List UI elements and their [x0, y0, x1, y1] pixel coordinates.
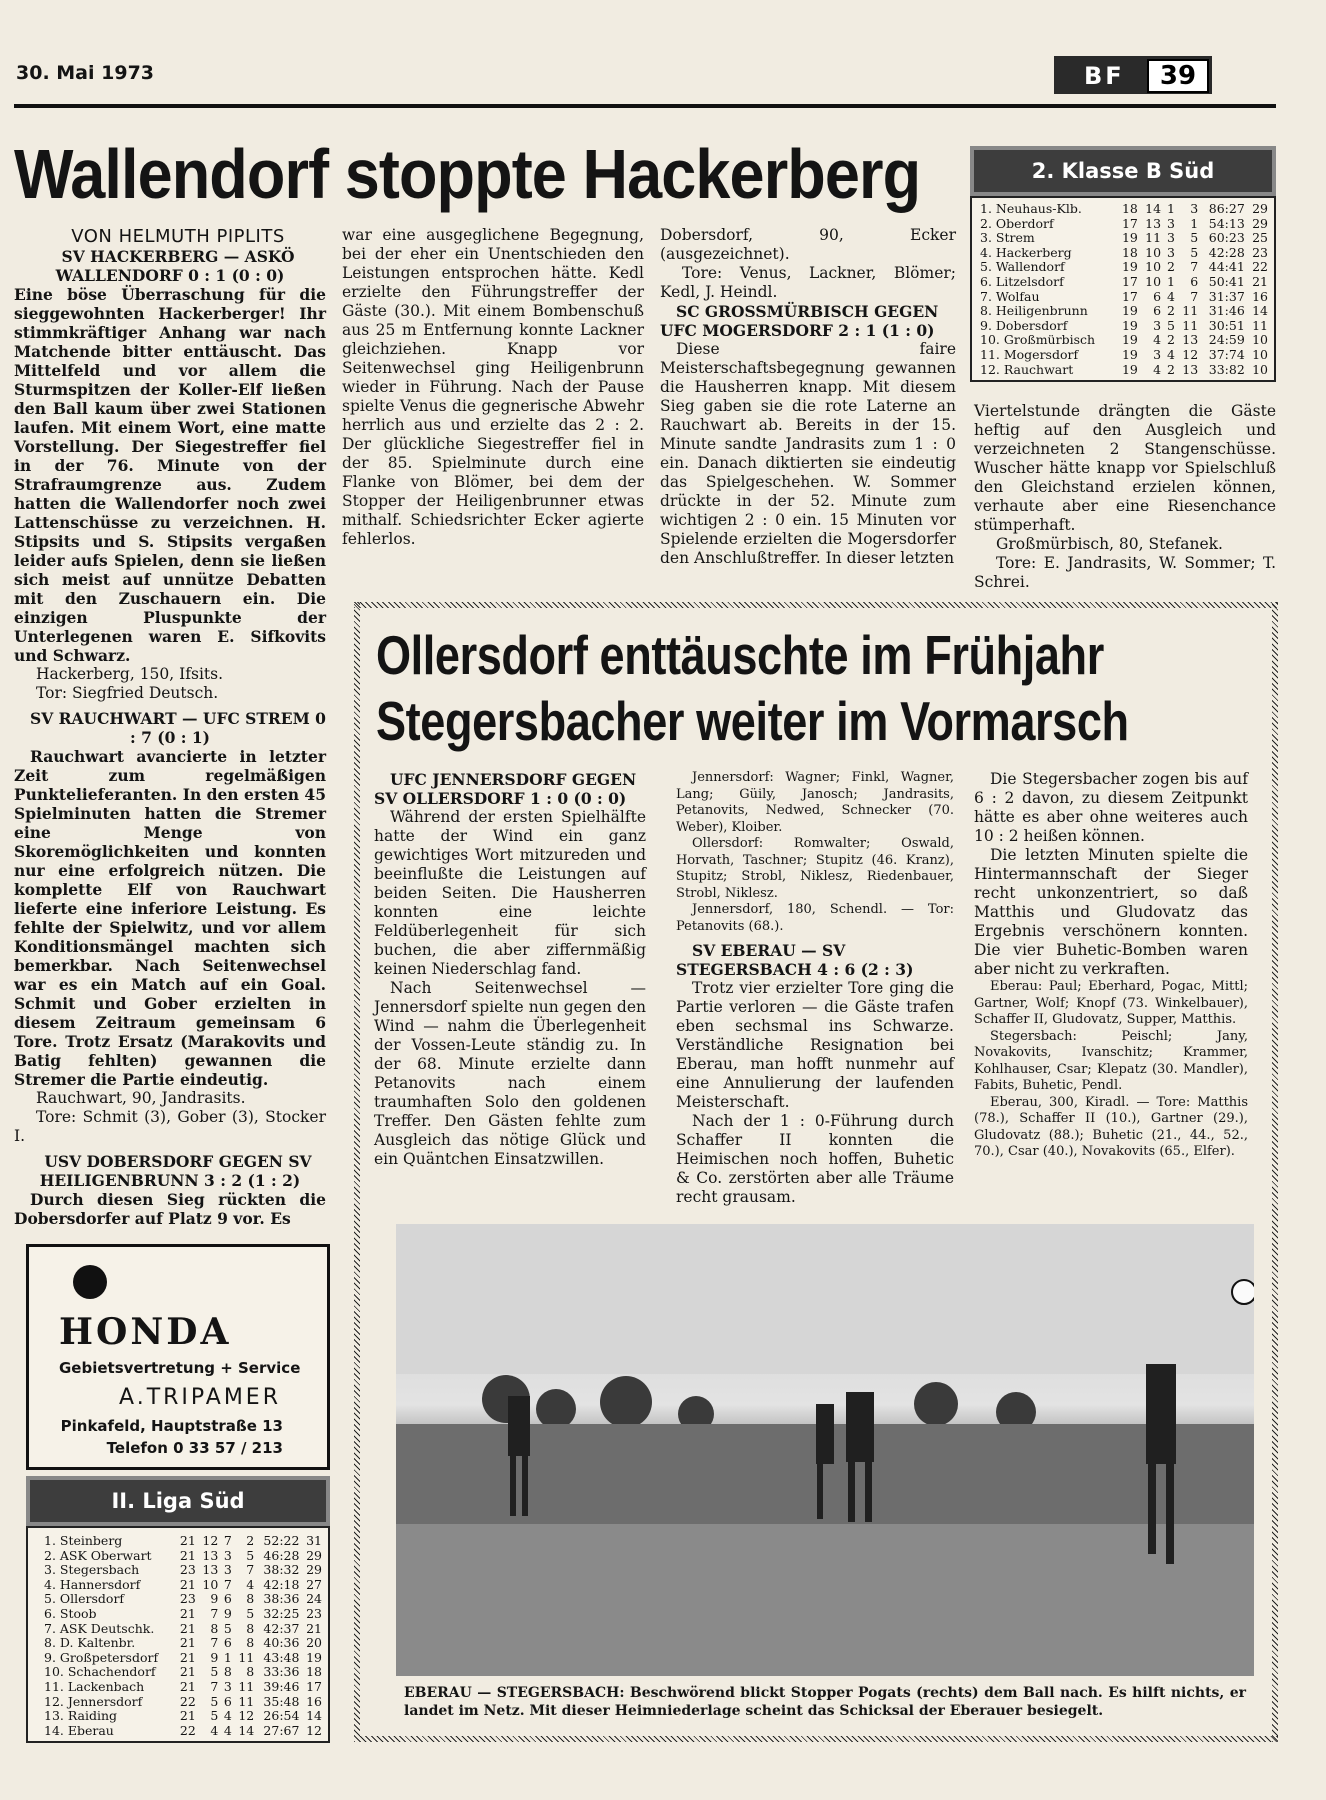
team-name: 8. Heiligenbrunn: [980, 303, 1088, 319]
table-cell: 3: [1167, 215, 1175, 231]
article-text: Diese faire Meisterschaftsbegegnung gewannen die Hausherren knapp. Mit diesem Sieg gaben sie die rote Laterne an Rauchwart ab. Bereits in der 15. Minute sandte Jandrasits zum 1 : 0 ein. Danach diktierten sie eindeutig das Spielgeschehen. W. Sommer drückte in der 52. Minute zum wichtigen 2 : 0 ein. 15 Minuten vor Spielende erzielten die Mogersdorfer den Anschlußtreffer. In dieser letzten: [660, 340, 956, 567]
frame-left: [354, 602, 360, 1742]
table-cell: 18: [1121, 201, 1138, 216]
table-title: II. Liga Süd: [26, 1476, 330, 1526]
article-text: Rauchwart avancierte in letzter Zeit zum regelmäßigen Punktelieferanten. In den ersten 45 Spielminuten hatten die Stremer eine Menge von Skoremöglichkeiten und konnten nur eine erfolgreich nützen. Die komplette Elf von Rauchwart lieferte eine inferiore Leistung. Es fehlte der Spielwitz, und vor allem Konditionsmängel machten sich bemerkbar. Nach Seitenwechsel war es ein Match auf ein Goal. Schmit und Gober erzielten in diesem Zeitraum gemeinsam 6 Tore. Trotz Ersatz (Marakovits und Batig fehlten) gewannen die Stremer die Partie eindeutig.: [14, 747, 326, 1089]
table-cell: 7: [210, 1635, 219, 1651]
lineup-text: Eberau, 300, Kiradl. — Tore: Matthis (78.), Schaffer II (10.), Gartner (29.), Gludovatz (88.); Buhetic (21., 44., 52., 70.), Csar (40.), Novakovits (65., Elfer).: [974, 1094, 1248, 1159]
match-heading: SC GROSSMÜRBISCH GEGEN UFC MOGERSDORF 2 : 1 (1 : 0): [660, 302, 939, 340]
table-cell: 10: [1145, 244, 1162, 260]
table-row: [978, 231, 1270, 246]
table-cell: 6: [1153, 303, 1162, 319]
main-headline: Wallendorf stoppte Hackerberg: [14, 135, 921, 213]
table-row: [42, 1665, 324, 1680]
team-name: 9. Dobersdorf: [980, 317, 1068, 333]
table-cell: 2: [1167, 361, 1175, 377]
table-cell: 7: [223, 1576, 232, 1592]
table-cell: 10: [202, 1576, 219, 1592]
issue-date: 30. Mai 1973: [16, 62, 155, 84]
table-cell: 7: [246, 1562, 255, 1578]
table-cell: 9: [210, 1649, 219, 1665]
table-row: [42, 1622, 324, 1637]
team-name: 6. Stoob: [44, 1605, 97, 1621]
table-row: [42, 1563, 324, 1578]
table-cell: 19: [1121, 259, 1138, 275]
table-cell: 11: [1145, 230, 1162, 246]
table-row: [978, 333, 1270, 348]
table-row: [42, 1607, 324, 1622]
photo-caption: EBERAU — STEGERSBACH: Beschwörend blickt Stopper Pogats (rechts) dem Ball nach. Es hilft nichts, er landet im Netz. Mit dieser Heimniederlage scheint das Schicksal der Eberauer besiegelt.: [404, 1685, 1246, 1719]
table-cell: 10: [1145, 273, 1162, 289]
table-cell: 21: [179, 1635, 196, 1651]
table-cell: 5: [210, 1693, 219, 1709]
table-row: [978, 246, 1270, 261]
table-cell: 23: [1252, 244, 1268, 260]
table-cell: 38:36: [263, 1591, 300, 1607]
table-cell: 50:41: [1208, 273, 1245, 289]
article2-column3: [974, 770, 1248, 1161]
table-cell: 2: [1167, 259, 1175, 275]
match-result: Großmürbisch, 80, Stefanek.: [996, 535, 1223, 553]
standings-rows: [42, 1534, 324, 1738]
table-cell: 13: [1145, 215, 1162, 231]
frame-right: [1272, 602, 1278, 1742]
table-cell: 7: [1190, 259, 1199, 275]
table-cell: 14: [1252, 303, 1268, 319]
team-name: 4. Hannersdorf: [44, 1576, 141, 1592]
table-cell: 17: [1121, 273, 1138, 289]
table-cell: 4: [1167, 288, 1175, 304]
table-cell: 32:25: [263, 1605, 300, 1621]
team-name: 4. Hackerberg: [980, 244, 1072, 260]
table-cell: 27:67: [263, 1722, 300, 1738]
table-cell: 10: [1145, 259, 1162, 275]
table-cell: 21: [179, 1547, 196, 1563]
table-cell: 11: [1182, 303, 1199, 319]
table-cell: 3: [223, 1562, 232, 1578]
team-name: 1. Neuhaus-Klb.: [980, 201, 1082, 216]
table-cell: 5: [210, 1664, 219, 1680]
table-cell: 16: [1252, 288, 1268, 304]
article2-headline1: Ollersdorf enttäuschte im Frühjahr: [376, 624, 1104, 686]
table-cell: 8: [246, 1635, 255, 1651]
table-cell: 4: [223, 1722, 232, 1738]
table-cell: 3: [223, 1678, 232, 1694]
table-row: [42, 1636, 324, 1651]
team-name: 7. ASK Deutschk.: [44, 1620, 155, 1636]
table-cell: 18: [1121, 244, 1138, 260]
standings-table-klasse-b: [970, 146, 1276, 394]
table-cell: 7: [223, 1533, 232, 1548]
table-cell: 6: [1190, 273, 1199, 289]
table-row: [978, 348, 1270, 363]
table-cell: 43:48: [263, 1649, 300, 1665]
article-text: Viertelstunde drängten die Gäste heftig auf den Ausgleich und verzeichneten 2 Stangenschüsse. Wuscher hätte knapp vor Spielschluß den Gleichstand erzielen können, verhaute aber eine Riesenchance stümperhaft.: [974, 402, 1276, 534]
table-cell: 14: [1145, 201, 1162, 216]
ad-tagline: Gebietsvertretung + Service: [59, 1359, 301, 1377]
team-name: 11. Lackenbach: [44, 1678, 145, 1694]
table-cell: 37:74: [1208, 346, 1245, 362]
table-cell: 2: [1167, 303, 1175, 319]
table-cell: 3: [1167, 230, 1175, 246]
table-cell: 4: [210, 1722, 219, 1738]
match-heading: UFC JENNERSDORF GEGEN SV OLLERSDORF 1 : 0 (0 : 0): [374, 770, 637, 808]
article-text: war eine ausgeglichene Begegnung, bei der eher ein Unentschieden den Leistungen entsprochen hätte. Kedl erzielte den Führungstreffer der Gäste (30.). Mit einem Bombenschuß aus 25 m Entfernung konnte Lackner gleichziehen. Knapp vor Seitenwechsel ging Heiligenbrunn wieder in Führung. Nach der Pause spielte Venus die gegnerische Abwehr herrlich aus und erzielte das 2 : 2. Der glückliche Siegestreffer fiel in der 85. Spielminute durch eine Flanke von Blömer, bei dem der Stopper der Heiligenbrunner etwas mithalf. Schiedsrichter Ecker agierte fehlerlos.: [342, 226, 644, 548]
table-row: [42, 1680, 324, 1695]
table-cell: 21: [179, 1708, 196, 1724]
table-cell: 16: [306, 1693, 322, 1709]
table-cell: 44:41: [1208, 259, 1245, 275]
match-goals: Tor: Siegfried Deutsch.: [36, 684, 219, 702]
table-cell: 21: [179, 1649, 196, 1665]
team-name: 3. Stegersbach: [44, 1562, 140, 1578]
team-name: 11. Mogersdorf: [980, 346, 1079, 362]
table-cell: 8: [210, 1620, 219, 1636]
article-text: Trotz vier erzielter Tore ging die Partie verloren — die Gäste trafen eben sechsmal ins Schwarze. Verständliche Resignation bei Eberau, man hofft nunmehr auf eine Annulierung der laufenden Meisterschaft.: [676, 979, 954, 1111]
table-cell: 22: [1252, 259, 1268, 275]
standings-rows: [978, 202, 1270, 377]
table-cell: 30:51: [1208, 317, 1245, 333]
table-cell: 4: [246, 1576, 255, 1592]
article2-column1: [374, 770, 646, 1169]
article1-column3: [660, 226, 956, 568]
table-cell: 5: [223, 1620, 232, 1636]
table-cell: 9: [210, 1591, 219, 1607]
table-cell: 8: [246, 1591, 255, 1607]
table-row: [42, 1549, 324, 1564]
table-row: [978, 217, 1270, 232]
table-cell: 8: [246, 1664, 255, 1680]
byline: VON HELMUTH PIPLITS: [71, 226, 285, 247]
table-cell: 29: [306, 1547, 322, 1563]
table-cell: 10: [1252, 332, 1268, 348]
table-cell: 21: [306, 1620, 322, 1636]
table-cell: 5: [1190, 230, 1199, 246]
table-cell: 3: [1190, 201, 1199, 216]
match-result: Rauchwart, 90, Jandrasits.: [36, 1089, 246, 1107]
table-cell: 4: [1153, 332, 1162, 348]
table-cell: 6: [223, 1635, 232, 1651]
table-cell: 7: [210, 1605, 219, 1621]
table-cell: 13: [202, 1562, 219, 1578]
article2-headline2: Stegersbacher weiter im Vormarsch: [376, 690, 1129, 752]
table-cell: 42:18: [263, 1576, 300, 1592]
match-goals: Tore: E. Jandrasits, W. Sommer; T. Schrei.: [974, 554, 1276, 591]
table-cell: 60:23: [1208, 230, 1245, 246]
lineup-text: Ollersdorf: Romwalter; Oswald, Horvath, Taschner; Stupitz (46. Kranz), Stupitz; Strobl, Niklesz, Riedenbauer, Strobl, Niklesz.: [676, 836, 954, 901]
table-cell: 23: [179, 1591, 196, 1607]
football: [1232, 1280, 1254, 1304]
team-name: 5. Wallendorf: [980, 259, 1065, 275]
standings-table-liga: [26, 1476, 330, 1748]
table-cell: 13: [202, 1547, 219, 1563]
table-cell: 7: [210, 1678, 219, 1694]
team-name: 7. Wolfau: [980, 288, 1040, 304]
table-cell: 21: [179, 1605, 196, 1621]
lineup-text: Stegersbach: Peischl; Jany, Novakovits, Ivanschitz; Krammer, Kohlhauser, Csar; Klepatz (30. Mandler), Fabits, Buhetic, Pendl.: [974, 1028, 1248, 1093]
table-row: [978, 260, 1270, 275]
match-photo: [396, 1224, 1254, 1676]
table-cell: 12: [1182, 346, 1199, 362]
table-cell: 3: [1167, 244, 1175, 260]
table-row: [42, 1709, 324, 1724]
table-cell: 22: [179, 1693, 196, 1709]
table-row: [978, 290, 1270, 305]
ad-dealer: A.TRIPAMER: [119, 1385, 281, 1410]
table-cell: 7: [1190, 288, 1199, 304]
lineup-text: Eberau: Paul; Eberhard, Pogac, Mittl; Gartner, Wolf; Knopf (73. Winkelbauer), Schaffer II, Gludovatz, Supper, Matthis.: [974, 979, 1248, 1027]
table-cell: 6: [1153, 288, 1162, 304]
table-cell: 12: [202, 1533, 219, 1548]
match-heading: SV EBERAU — SV STEGERSBACH 4 : 6 (2 : 3): [676, 941, 914, 979]
table-title: 2. Klasse B Süd: [970, 146, 1276, 196]
table-cell: 5: [246, 1605, 255, 1621]
article-text: Die letzten Minuten spielte die Hintermannschaft der Sieger recht unkonzentriert, so daß Matthis und Gludovatz das Ergebnis verschönern konnten. Die vier Buhetic-Bomben waren aber nicht zu verkraften.: [974, 846, 1248, 978]
team-name: 8. D. Kaltenbr.: [44, 1635, 136, 1651]
table-row: [42, 1578, 324, 1593]
table-cell: 2: [1167, 332, 1175, 348]
match-heading: SV RAUCHWART — UFC STREM 0 : 7 (0 : 1): [30, 709, 326, 747]
table-cell: 10: [1252, 361, 1268, 377]
table-cell: 14: [306, 1708, 322, 1724]
table-body: [970, 196, 1276, 382]
match-goals: Tore: Venus, Lackner, Blömer; Kedl, J. Heindl.: [660, 264, 956, 301]
table-cell: 21: [179, 1678, 196, 1694]
table-cell: 21: [179, 1620, 196, 1636]
ad-brand: HONDA: [59, 1311, 232, 1353]
team-name: 2. Oberdorf: [980, 215, 1054, 231]
table-cell: 8: [223, 1664, 232, 1680]
table-row: [978, 319, 1270, 334]
match-heading: SV HACKERBERG — ASKÖ WALLENDORF 0 : 1 (0 : 0): [55, 247, 295, 285]
table-cell: 25: [1252, 230, 1268, 246]
frame-top: [354, 602, 1278, 608]
table-body: [26, 1526, 330, 1743]
table-cell: 19: [306, 1649, 322, 1665]
article1-column2: [342, 226, 644, 549]
table-cell: 11: [1182, 317, 1199, 333]
table-cell: 29: [306, 1562, 322, 1578]
table-row: [42, 1724, 324, 1739]
article1-column1: [14, 226, 326, 1228]
section-badge: [1054, 56, 1212, 94]
table-cell: 46:28: [263, 1547, 300, 1563]
table-cell: 86:27: [1208, 201, 1245, 216]
table-cell: 33:82: [1208, 361, 1245, 377]
match-result: Dobersdorf, 90, Ecker (ausgezeichnet).: [660, 226, 956, 263]
table-cell: 19: [1121, 346, 1138, 362]
table-cell: 40:36: [263, 1635, 300, 1651]
table-cell: 2: [246, 1533, 255, 1548]
table-cell: 23: [306, 1605, 322, 1621]
team-name: 2. ASK Oberwart: [44, 1547, 152, 1563]
match-heading: USV DOBERSDORF GEGEN SV HEILIGENBRUNN 3 : 2 (1 : 2): [39, 1152, 312, 1190]
article-text: Nach Seitenwechsel — Jennersdorf spielte nun gegen den Wind — nahm die Überlegenheit der Vossen-Leute ständig zu. In der 68. Minute erzielte dann Petanovits nach einem traumhaften Solo den goldenen Treffer. Den Gästen fehlte zum Ausgleich das nötige Glück und ein Quäntchen Einsatzwillen.: [374, 979, 646, 1168]
table-cell: 52:22: [263, 1533, 300, 1548]
table-cell: 11: [238, 1693, 255, 1709]
team-name: 5. Ollersdorf: [44, 1591, 125, 1607]
team-name: 9. Großpetersdorf: [44, 1649, 159, 1665]
table-row: [42, 1695, 324, 1710]
table-cell: 1: [1167, 273, 1175, 289]
lineup-text: Jennersdorf, 180, Schendl. — Tor: Petanovits (68.).: [676, 902, 954, 934]
article-text: Während der ersten Spielhälfte hatte der Wind ein ganz gewichtiges Wort mitzureden und beeinflußte die Leistungen auf beiden Seiten. Die Hausherren konnten eine leichte Feldüberlegenheit für sich buchen, die aber ziffernmäßig keinen Niederschlag fand.: [374, 808, 646, 978]
table-cell: 54:13: [1208, 215, 1245, 231]
table-cell: 31:46: [1208, 303, 1245, 319]
table-cell: 23: [179, 1562, 196, 1578]
article-text: Die Stegersbacher zogen bis auf 6 : 2 davon, zu diesem Zeitpunkt hätte es aber ohne weiteres auch 10 : 2 heißen können.: [974, 770, 1248, 845]
table-cell: 22: [179, 1722, 196, 1738]
table-cell: 6: [223, 1591, 232, 1607]
table-cell: 27: [306, 1576, 322, 1592]
table-cell: 21: [179, 1576, 196, 1592]
table-cell: 4: [1153, 361, 1162, 377]
team-name: 3. Strem: [980, 230, 1035, 246]
table-cell: 1: [223, 1649, 232, 1665]
table-row: [978, 202, 1270, 217]
team-name: 13. Raiding: [44, 1708, 118, 1724]
table-cell: 13: [1182, 332, 1199, 348]
table-cell: 4: [1167, 346, 1175, 362]
table-cell: 3: [1153, 346, 1162, 362]
team-name: 14. Eberau: [44, 1722, 114, 1738]
table-cell: 17: [1121, 215, 1138, 231]
table-cell: 31: [306, 1533, 322, 1548]
team-name: 6. Litzelsdorf: [980, 273, 1064, 289]
table-cell: 24:59: [1208, 332, 1245, 348]
team-name: 1. Steinberg: [44, 1533, 123, 1548]
ad-address: Pinkafeld, Hauptstraße 13: [60, 1417, 283, 1435]
table-cell: 31:37: [1208, 288, 1245, 304]
table-cell: 29: [1252, 215, 1268, 231]
team-name: 10. Großmürbisch: [980, 332, 1096, 348]
section-label: BF: [1084, 62, 1125, 90]
photo-illustration: [396, 1224, 1254, 1676]
honda-logo-icon: [73, 1265, 107, 1299]
table-cell: 29: [1252, 201, 1268, 216]
article-text: Durch diesen Sieg rückten die Dobersdorfer auf Platz 9 vor. Es: [14, 1190, 326, 1228]
table-cell: 11: [238, 1649, 255, 1665]
table-cell: 19: [1121, 332, 1138, 348]
match-goals: Tore: Schmit (3), Gober (3), Stocker I.: [14, 1108, 326, 1145]
table-cell: 5: [210, 1708, 219, 1724]
table-cell: 11: [238, 1678, 255, 1694]
table-cell: 21: [1252, 273, 1268, 289]
honda-advertisement: [26, 1244, 330, 1470]
table-cell: 5: [246, 1547, 255, 1563]
table-cell: 42:28: [1208, 244, 1245, 260]
table-cell: 3: [223, 1547, 232, 1563]
table-cell: 10: [1252, 346, 1268, 362]
table-row: [42, 1534, 324, 1549]
table-cell: 3: [1153, 317, 1162, 333]
table-cell: 24: [306, 1591, 322, 1607]
table-cell: 33:36: [263, 1664, 300, 1680]
table-cell: 9: [223, 1605, 232, 1621]
table-cell: 11: [1252, 317, 1268, 333]
table-cell: 19: [1121, 317, 1138, 333]
table-cell: 26:54: [263, 1708, 300, 1724]
table-row: [978, 275, 1270, 290]
table-row: [42, 1651, 324, 1666]
table-row: [978, 363, 1270, 378]
table-cell: 14: [238, 1722, 255, 1738]
team-name: 10. Schachendorf: [44, 1664, 156, 1680]
table-cell: 42:37: [263, 1620, 300, 1636]
table-cell: 12: [238, 1708, 255, 1724]
article-text: Nach der 1 : 0-Führung durch Schaffer II konnten die Heimischen noch hoffen, Buhetic & Co. zerstörten aber alle Träume recht grausam.: [676, 1112, 954, 1206]
table-cell: 12: [306, 1722, 322, 1738]
header-rule: [14, 104, 1276, 108]
table-cell: 1: [1190, 215, 1199, 231]
match-result: Hackerberg, 150, Ifsits.: [36, 665, 224, 683]
ad-phone: Telefon 0 33 57 / 213: [106, 1439, 283, 1457]
table-cell: 19: [1121, 361, 1138, 377]
table-cell: 38:32: [263, 1562, 300, 1578]
team-name: 12. Rauchwart: [980, 361, 1074, 377]
table-cell: 4: [223, 1708, 232, 1724]
article1-column4: [974, 402, 1276, 592]
table-cell: 35:48: [263, 1693, 300, 1709]
table-row: [978, 304, 1270, 319]
table-cell: 20: [306, 1635, 322, 1651]
table-cell: 1: [1167, 201, 1175, 216]
page-number: 39: [1147, 59, 1209, 93]
table-cell: 5: [1167, 317, 1175, 333]
table-cell: 6: [223, 1693, 232, 1709]
lineup-text: Jennersdorf: Wagner; Finkl, Wagner, Lang; Güily, Janosch; Jandrasits, Petanovits, Nedwed, Schnecker (70. Weber), Kloiber.: [676, 770, 954, 835]
table-cell: 19: [1121, 303, 1138, 319]
article2-column2: [676, 770, 954, 1207]
table-cell: 19: [1121, 230, 1138, 246]
table-cell: 18: [306, 1664, 322, 1680]
table-cell: 8: [246, 1620, 255, 1636]
frame-bottom: [354, 1736, 1278, 1742]
team-name: 12. Jennersdorf: [44, 1693, 143, 1709]
table-cell: 13: [1182, 361, 1199, 377]
table-cell: 17: [1121, 288, 1138, 304]
table-cell: 39:46: [263, 1678, 300, 1694]
article-text: Eine böse Überraschung für die sieggewohnten Hackerberger! Ihr stimmkräftiger Anhang war nach Matchende bitter enttäuscht. Das Mittelfeld und vor allem die Sturmspitzen der Koller-Elf ließen den Ball kaum über zwei Stationen laufen. Mit einem Wort, eine matte Vorstellung. Der Siegestreffer fiel in der 76. Minute von der Strafraumgrenze aus. Zudem hatten die Wallendorfer noch zwei Lattenschüsse zu verzeichnen. H. Stipsits und S. Stipsits vergaßen leider aufs Spielen, denn sie ließen sich meist auf unnütze Debatten mit den Zuschauern ein. Die einzigen Pluspunkte der Unterlegenen waren E. Sifkovits und Schwarz.: [14, 285, 326, 665]
table-cell: 21: [179, 1664, 196, 1680]
table-cell: 17: [306, 1678, 322, 1694]
table-row: [42, 1592, 324, 1607]
table-cell: 5: [1190, 244, 1199, 260]
table-cell: 21: [179, 1533, 196, 1548]
